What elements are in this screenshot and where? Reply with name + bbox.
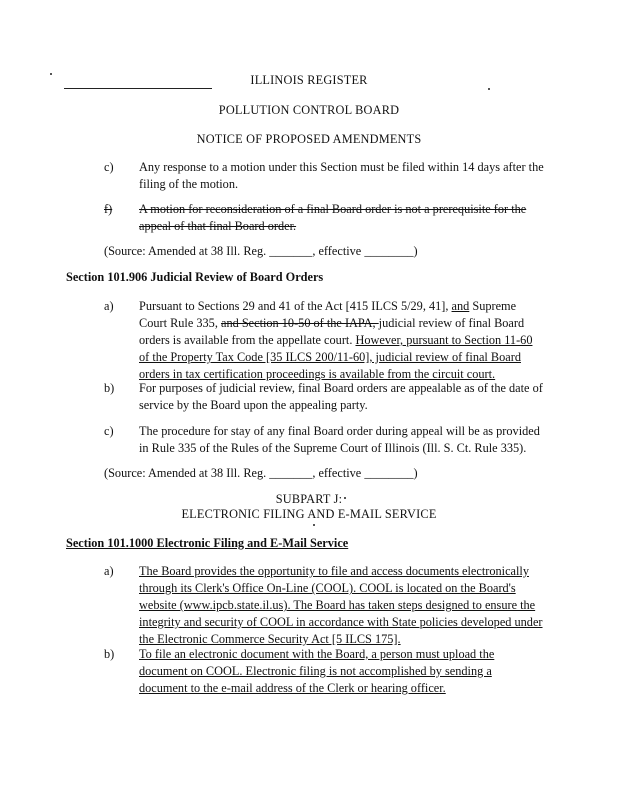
para-label: b) [104, 647, 115, 661]
text-line [139, 315, 559, 332]
notice-title: NOTICE OF PROPOSED AMENDMENTS [196, 132, 422, 146]
para-label: a) [104, 564, 114, 578]
para-label: c) [104, 160, 114, 174]
text-run: Court Rule 335, [139, 316, 221, 330]
text-line: service by the Board upon the appealing party. [139, 398, 368, 412]
text-line: appeal of that final Board order. [139, 219, 297, 233]
text-line: For purposes of judicial review, final Board orders are appealable as of the date of [139, 381, 543, 395]
text-line: through its Clerk's Office On-Line (COOL). COOL is located on the Board's [139, 581, 516, 595]
text-line: document on COOL. Electronic filing is not accomplished by sending a [139, 664, 492, 678]
para-label: a) [104, 299, 114, 313]
scan-speck [313, 524, 315, 526]
text-line: integrity and security of COOL in accordance with State policies developed under [139, 615, 543, 629]
source-note: (Source: Amended at 38 Ill. Reg. _______, effective ________) [104, 244, 418, 258]
para-f-text [139, 201, 559, 235]
para-label: f) [104, 202, 113, 216]
para-1000-a-text [139, 563, 559, 648]
inserted-text: However, pursuant to Section 11-60 [355, 333, 533, 347]
text-line: website (www.ipcb.state.il.us). The Board has taken steps designed to ensure the [139, 598, 536, 612]
text-run: judicial review of final Board [378, 316, 525, 330]
text-line [139, 332, 559, 349]
text-run: Supreme [469, 299, 517, 313]
inserted-line: of the Property Tax Code [35 ILCS 200/11-60], judicial review of final Board [139, 350, 521, 364]
text-line: the Electronic Commerce Security Act [5 ILCS 175]. [139, 632, 401, 646]
para-label: b) [104, 381, 115, 395]
text-line: The Board provides the opportunity to file and access documents electronically [139, 564, 529, 578]
text-line: A motion for reconsideration of a final Board order is not a prerequisite for the [139, 202, 527, 216]
subpart-subtitle: ELECTRONIC FILING AND E-MAIL SERVICE [181, 507, 437, 521]
section-heading: Section 101.906 Judicial Review of Board Orders [66, 270, 324, 284]
scan-speck [50, 73, 52, 75]
text-run: orders is available from the appellate court. [139, 333, 356, 347]
para-label: c) [104, 424, 114, 438]
text-line-source [0, 0, 1, 1]
para-906-c-text [139, 423, 559, 457]
register-title: ILLINOIS REGISTER [250, 73, 368, 87]
section-heading: Section 101.1000 Electronic Filing and E-Mail Service [66, 536, 349, 550]
text-line [139, 298, 559, 315]
scan-speck [488, 88, 490, 90]
text-line: The procedure for stay of any final Board order during appeal will be as provided [139, 424, 540, 438]
text-run: and [451, 299, 470, 313]
text-line: filing of the motion. [139, 177, 239, 191]
para-906-b-text [139, 380, 559, 414]
text-line: Any response to a motion under this Section must be filed within 14 days after the [139, 160, 544, 174]
scan-speck [344, 497, 346, 499]
text-run: Pursuant to Sections 29 and 41 of the Act [415 ILCS 5/29, 41], [139, 299, 452, 313]
para-c-text [139, 159, 559, 193]
para-906-a-text [139, 298, 559, 383]
agency-title: POLLUTION CONTROL BOARD [218, 103, 400, 117]
subpart-title: SUBPART J: [275, 492, 343, 506]
struck-text: and Section 10-50 of the IAPA, [220, 316, 379, 330]
text-line: in Rule 335 of the Rules of the Supreme Court of Illinois (Ill. S. Ct. Rule 335). [139, 441, 527, 455]
inserted-line: orders in tax certification proceedings is available from the circuit court. [139, 367, 496, 381]
text-line: document to the e-mail address of the Clerk or hearing officer. [139, 681, 446, 695]
para-1000-b-text [139, 646, 559, 697]
text-line: To file an electronic document with the Board, a person must upload the [139, 647, 495, 661]
source-note: (Source: Amended at 38 Ill. Reg. _______, effective ________) [104, 466, 418, 480]
